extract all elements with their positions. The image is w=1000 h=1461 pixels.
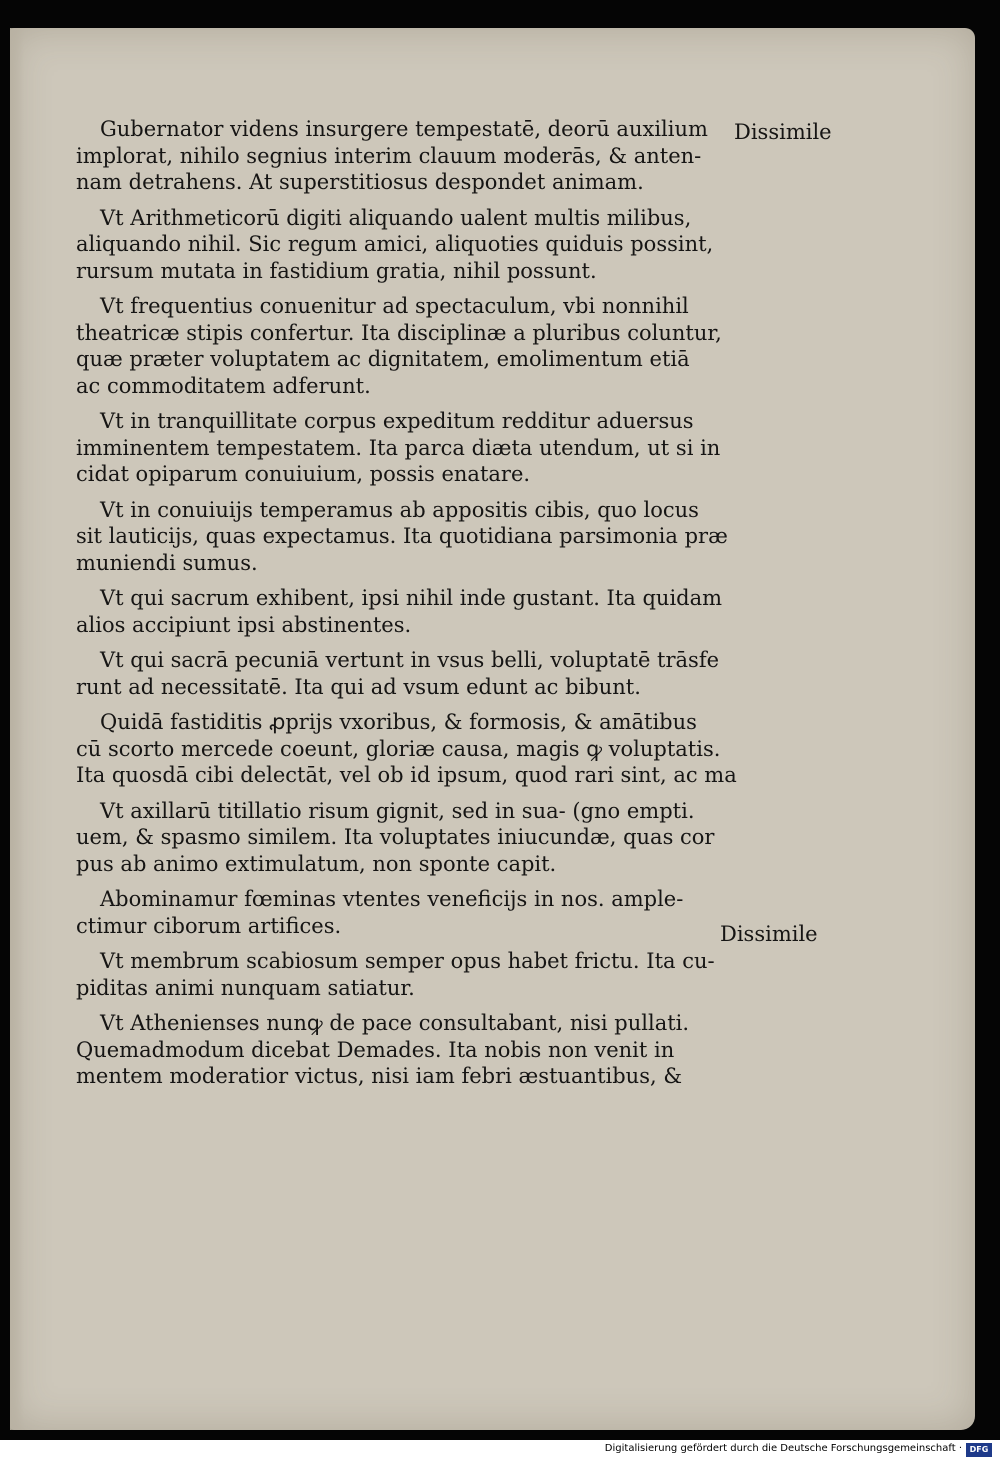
paragraph — [76, 408, 736, 488]
paragraph — [76, 293, 736, 399]
paragraph — [76, 116, 736, 196]
text-line: mentem moderatior victus, nisi iam febri æstuantibus, & — [76, 1064, 683, 1088]
text-line: piditas animi nunquam satiatur. — [76, 975, 415, 1000]
paragraph — [76, 647, 736, 700]
text-line: ac commoditatem adferunt. — [76, 373, 371, 398]
paragraph — [76, 1010, 736, 1090]
text-line: Vt Athenienses nunꝙ de pace consultabant, nisi pullati. — [100, 1011, 690, 1035]
text-line: uem, & spasmo similem. Ita voluptates iniucundæ, quas cor — [76, 825, 715, 849]
paragraph — [76, 948, 736, 1001]
text-line: Quemadmodum dicebat Demades. Ita nobis non venit in — [76, 1037, 675, 1062]
text-line: Vt qui sacrā pecuniā vertunt in vsus belli, voluptatē trāsfe — [100, 648, 720, 672]
paragraph — [76, 205, 736, 285]
text-line: cū scorto mercede coeunt, gloriæ causa, magis ꝙ voluptatis. — [76, 736, 721, 761]
paragraph — [76, 798, 736, 878]
paragraph — [76, 709, 736, 789]
text-line: Ita quosdā cibi delectāt, vel ob id ipsum, quod rari sint, ac ma — [76, 763, 737, 787]
text-line: Vt membrum scabiosum semper opus habet frictu. Ita cu- — [100, 949, 715, 973]
text-line: aliquando nihil. Sic regum amici, aliquoties quiduis possint, — [76, 232, 714, 256]
margin-note-dissimile-2: Dissimile — [720, 922, 818, 946]
text-line: pus ab animo extimulatum, non sponte capit. — [76, 851, 557, 876]
text-line: alios accipiunt ipsi abstinentes. — [76, 612, 412, 637]
dfg-logo: DFG — [966, 1443, 992, 1457]
text-line: ctimur ciborum artifices. — [76, 913, 342, 938]
text-line: Vt frequentius conuenitur ad spectaculum, vbi nonnihil — [100, 294, 689, 318]
text-line: muniendi sumus. — [76, 550, 258, 575]
margin-note-dissimile-1: Dissimile — [734, 120, 832, 144]
text-line: Vt Arithmeticorū digiti aliquando ualent multis milibus, — [100, 205, 692, 230]
text-line: Abominamur fœminas vtentes veneficijs in nos. ample- — [100, 887, 684, 911]
page-text-block — [76, 116, 736, 1099]
text-line: nam detrahens. At superstitiosus despondet animam. — [76, 170, 644, 194]
text-line: cidat opiparum conuiuium, possis enatare. — [76, 462, 531, 486]
text-line: implorat, nihilo segnius interim clauum moderās, & anten- — [76, 143, 702, 168]
text-line: sit lauticijs, quas expectamus. Ita quotidiana parsimonia præ — [76, 524, 728, 548]
text-line: Vt in conuiuijs temperamus ab appositis cibis, quo locus — [100, 497, 699, 522]
text-line: imminentem tempestatem. Ita parca diæta utendum, ut si in — [76, 435, 721, 460]
text-line: runt ad necessitatē. Ita qui ad vsum edunt ac bibunt. — [76, 674, 641, 699]
paragraph — [76, 886, 736, 939]
text-line: theatricæ stipis confertur. Ita disciplinæ a pluribus coluntur, — [76, 320, 722, 345]
text-line: rursum mutata in fastidium gratia, nihil possunt. — [76, 258, 597, 283]
text-line: Quidā fastiditis ꝓprijs vxoribus, & formosis, & amātibus — [100, 710, 697, 734]
page-gutter-shadow — [10, 28, 24, 1430]
footer-credit: Digitalisierung gefördert durch die Deutsche Forschungsgemeinschaft · — [604, 1443, 962, 1454]
text-line: Gubernator videns insurgere tempestatē, deorū auxilium — [100, 117, 708, 141]
paragraph — [76, 585, 736, 638]
text-line: Vt qui sacrum exhibent, ipsi nihil inde gustant. Ita quidam — [100, 586, 723, 610]
text-line: Vt axillarū titillatio risum gignit, sed in sua- (gno empti. — [100, 798, 695, 823]
paragraph — [76, 497, 736, 577]
footer-bar — [0, 1440, 1000, 1461]
text-line: quæ præter voluptatem ac dignitatem, emolimentum etiā — [76, 347, 690, 371]
text-line: Vt in tranquillitate corpus expeditum redditur aduersus — [100, 409, 694, 433]
